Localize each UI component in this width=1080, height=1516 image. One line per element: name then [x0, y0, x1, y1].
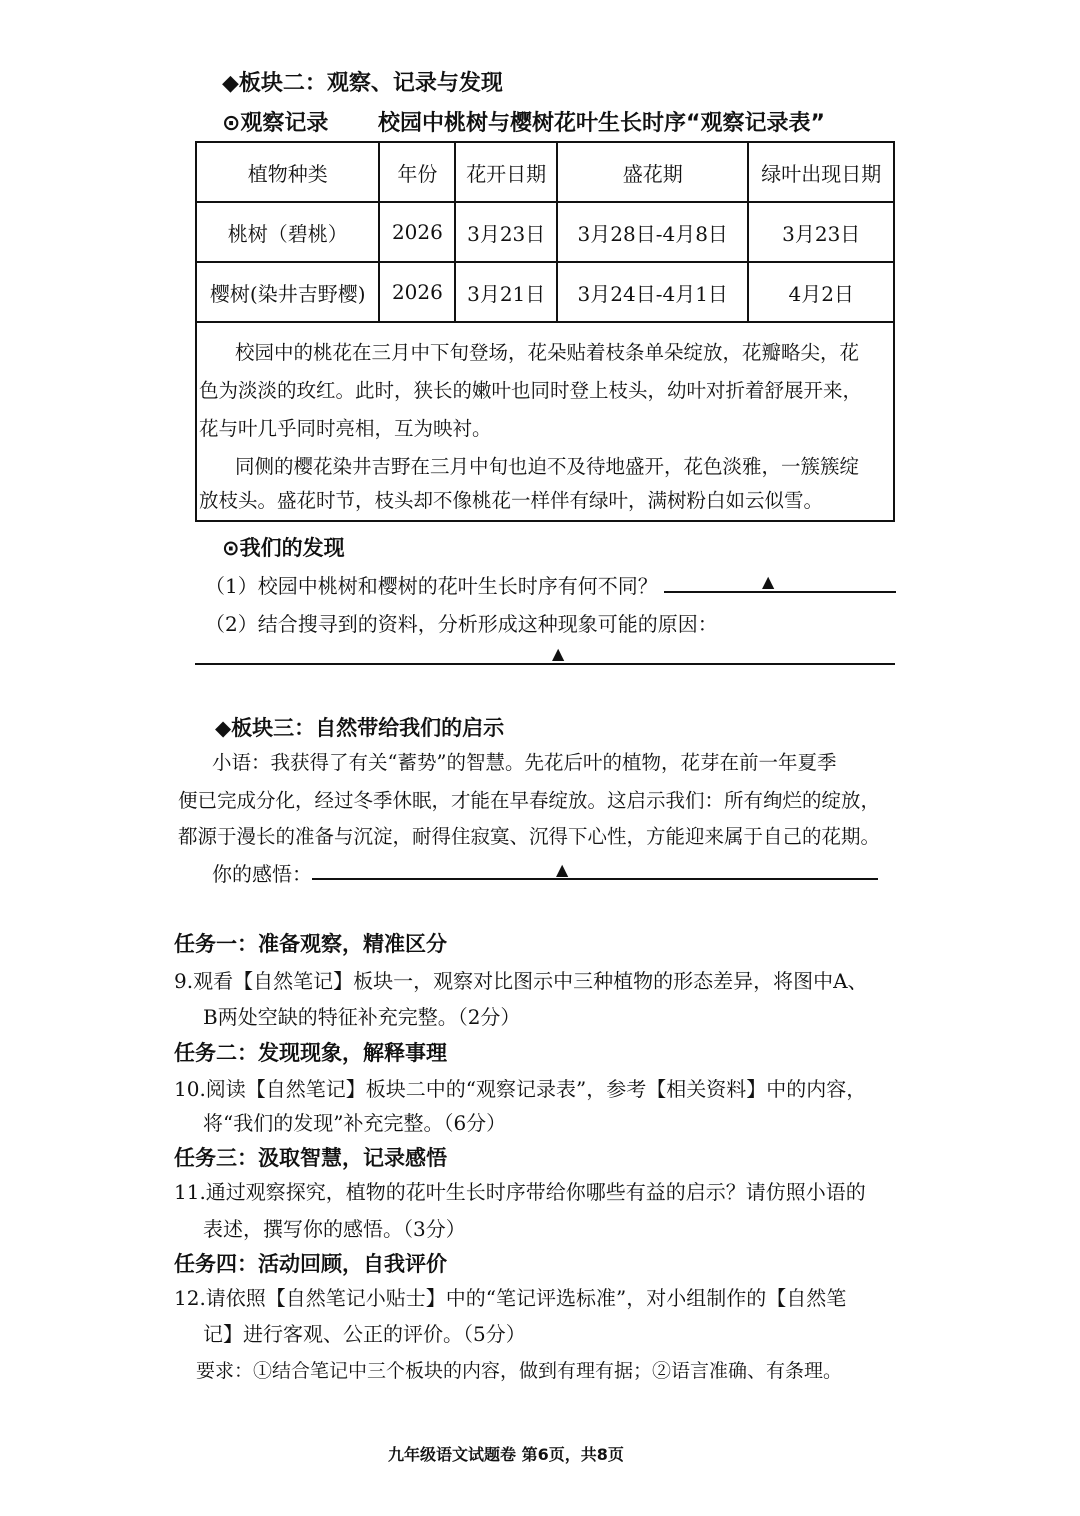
observation-table [195, 141, 895, 323]
desc-line: 校园中的桃花在三月中下旬登场，花朵贴着枝条单朵绽放，花瓣略尖，花 [235, 341, 860, 364]
table-cell: 樱树(染井吉野樱) [196, 262, 379, 322]
answer-line-1[interactable] [664, 591, 896, 593]
table-cell: 桃树（碧桃） [196, 202, 379, 262]
blank-marker: ▲ [556, 860, 569, 879]
record-label: ⊙观察记录 [222, 111, 329, 136]
table-header: 绿叶出现日期 [748, 142, 894, 202]
question-11-line: 表述，撰写你的感悟。（3分） [203, 1217, 466, 1241]
requirement-text: 要求：①结合笔记中三个板块的内容，做到有理有据；②语言准确、有条理。 [196, 1360, 843, 1382]
table-title: 校园中桃树与樱树花叶生长时序“观察记录表” [378, 111, 825, 136]
section3-line: 便已完成分化，经过冬季休眠，才能在早春绽放。这启示我们：所有绚烂的绽放， [178, 789, 881, 812]
task-3-title: 任务三：汲取智慧，记录感悟 [174, 1146, 447, 1170]
table-cell: 3月21日 [455, 262, 557, 322]
blank-marker: ▲ [552, 644, 565, 663]
question-1: （1）校园中桃树和樱树的花叶生长时序有何不同？ [205, 574, 658, 598]
table-cell: 3月23日 [455, 202, 557, 262]
table-header: 植物种类 [196, 142, 379, 202]
question-2: （2）结合搜寻到的资料，分析形成这种现象可能的原因： [205, 612, 718, 636]
table-header: 盛花期 [557, 142, 748, 202]
desc-line: 放枝头。盛花时节，枝头却不像桃花一样伴有绿叶，满树粉白如云似雪。 [199, 489, 824, 512]
section3-line: 小语：我获得了有关“蓄势”的智慧。先花后叶的植物，花芽在前一年夏季 [212, 751, 837, 774]
task-4-title: 任务四：活动回顾，自我评价 [174, 1252, 447, 1276]
question-9-line: 9.观看【自然笔记】板块一，观察对比图示中三种植物的形态差异，将图中A、 [174, 969, 868, 993]
table-cell: 3月23日 [748, 202, 894, 262]
feeling-label: 你的感悟： [212, 862, 312, 886]
table-header: 年份 [379, 142, 455, 202]
page-footer: 九年级语文试题卷 第6页，共8页 [388, 1445, 624, 1464]
table-cell: 2026 [379, 262, 455, 322]
question-12-line: 12.请依照【自然笔记小贴士】中的“笔记评选标准”，对小组制作的【自然笔 [174, 1286, 847, 1310]
section2-title: ◆板块二：观察、记录与发现 [222, 71, 503, 96]
blank-marker: ▲ [762, 572, 775, 591]
question-12-line: 记】进行客观、公正的评价。（5分） [203, 1322, 526, 1346]
task-1-title: 任务一：准备观察，精准区分 [174, 932, 447, 956]
observation-description-box [195, 320, 895, 522]
question-9-line: B两处空缺的特征补充完整。（2分） [203, 1005, 521, 1029]
task-2-title: 任务二：发现现象，解释事理 [174, 1041, 447, 1065]
desc-line: 花与叶几乎同时亮相，互为映衬。 [199, 417, 492, 440]
findings-label: ⊙我们的发现 [222, 536, 345, 560]
section3-line: 都源于漫长的准备与沉淀，耐得住寂寞、沉得下心性，方能迎来属于自己的花期。 [178, 825, 881, 848]
table-header: 花开日期 [455, 142, 557, 202]
section3-title: ◆板块三：自然带给我们的启示 [215, 716, 505, 740]
table-row [196, 202, 894, 262]
table-cell: 3月24日-4月1日 [557, 262, 748, 322]
answer-line-2[interactable] [195, 663, 895, 665]
table-cell: 2026 [379, 202, 455, 262]
question-10-line: 将“我们的发现”补充完整。（6分） [203, 1111, 507, 1135]
question-11-line: 11.通过观察探究，植物的花叶生长时序带给你哪些有益的启示？请仿照小语的 [174, 1180, 866, 1204]
feeling-answer-line[interactable] [312, 878, 878, 880]
table-cell: 4月2日 [748, 262, 894, 322]
question-10-line: 10.阅读【自然笔记】板块二中的“观察记录表”，参考【相关资料】中的内容， [174, 1077, 867, 1101]
desc-line: 同侧的樱花染井吉野在三月中旬也迫不及待地盛开，花色淡雅，一簇簇绽 [235, 455, 860, 478]
table-cell: 3月28日-4月8日 [557, 202, 748, 262]
table-row [196, 262, 894, 322]
table-header-row [196, 142, 894, 202]
desc-line: 色为淡淡的玫红。此时，狭长的嫩叶也同时登上枝头，幼叶对折着舒展开来， [199, 379, 863, 402]
